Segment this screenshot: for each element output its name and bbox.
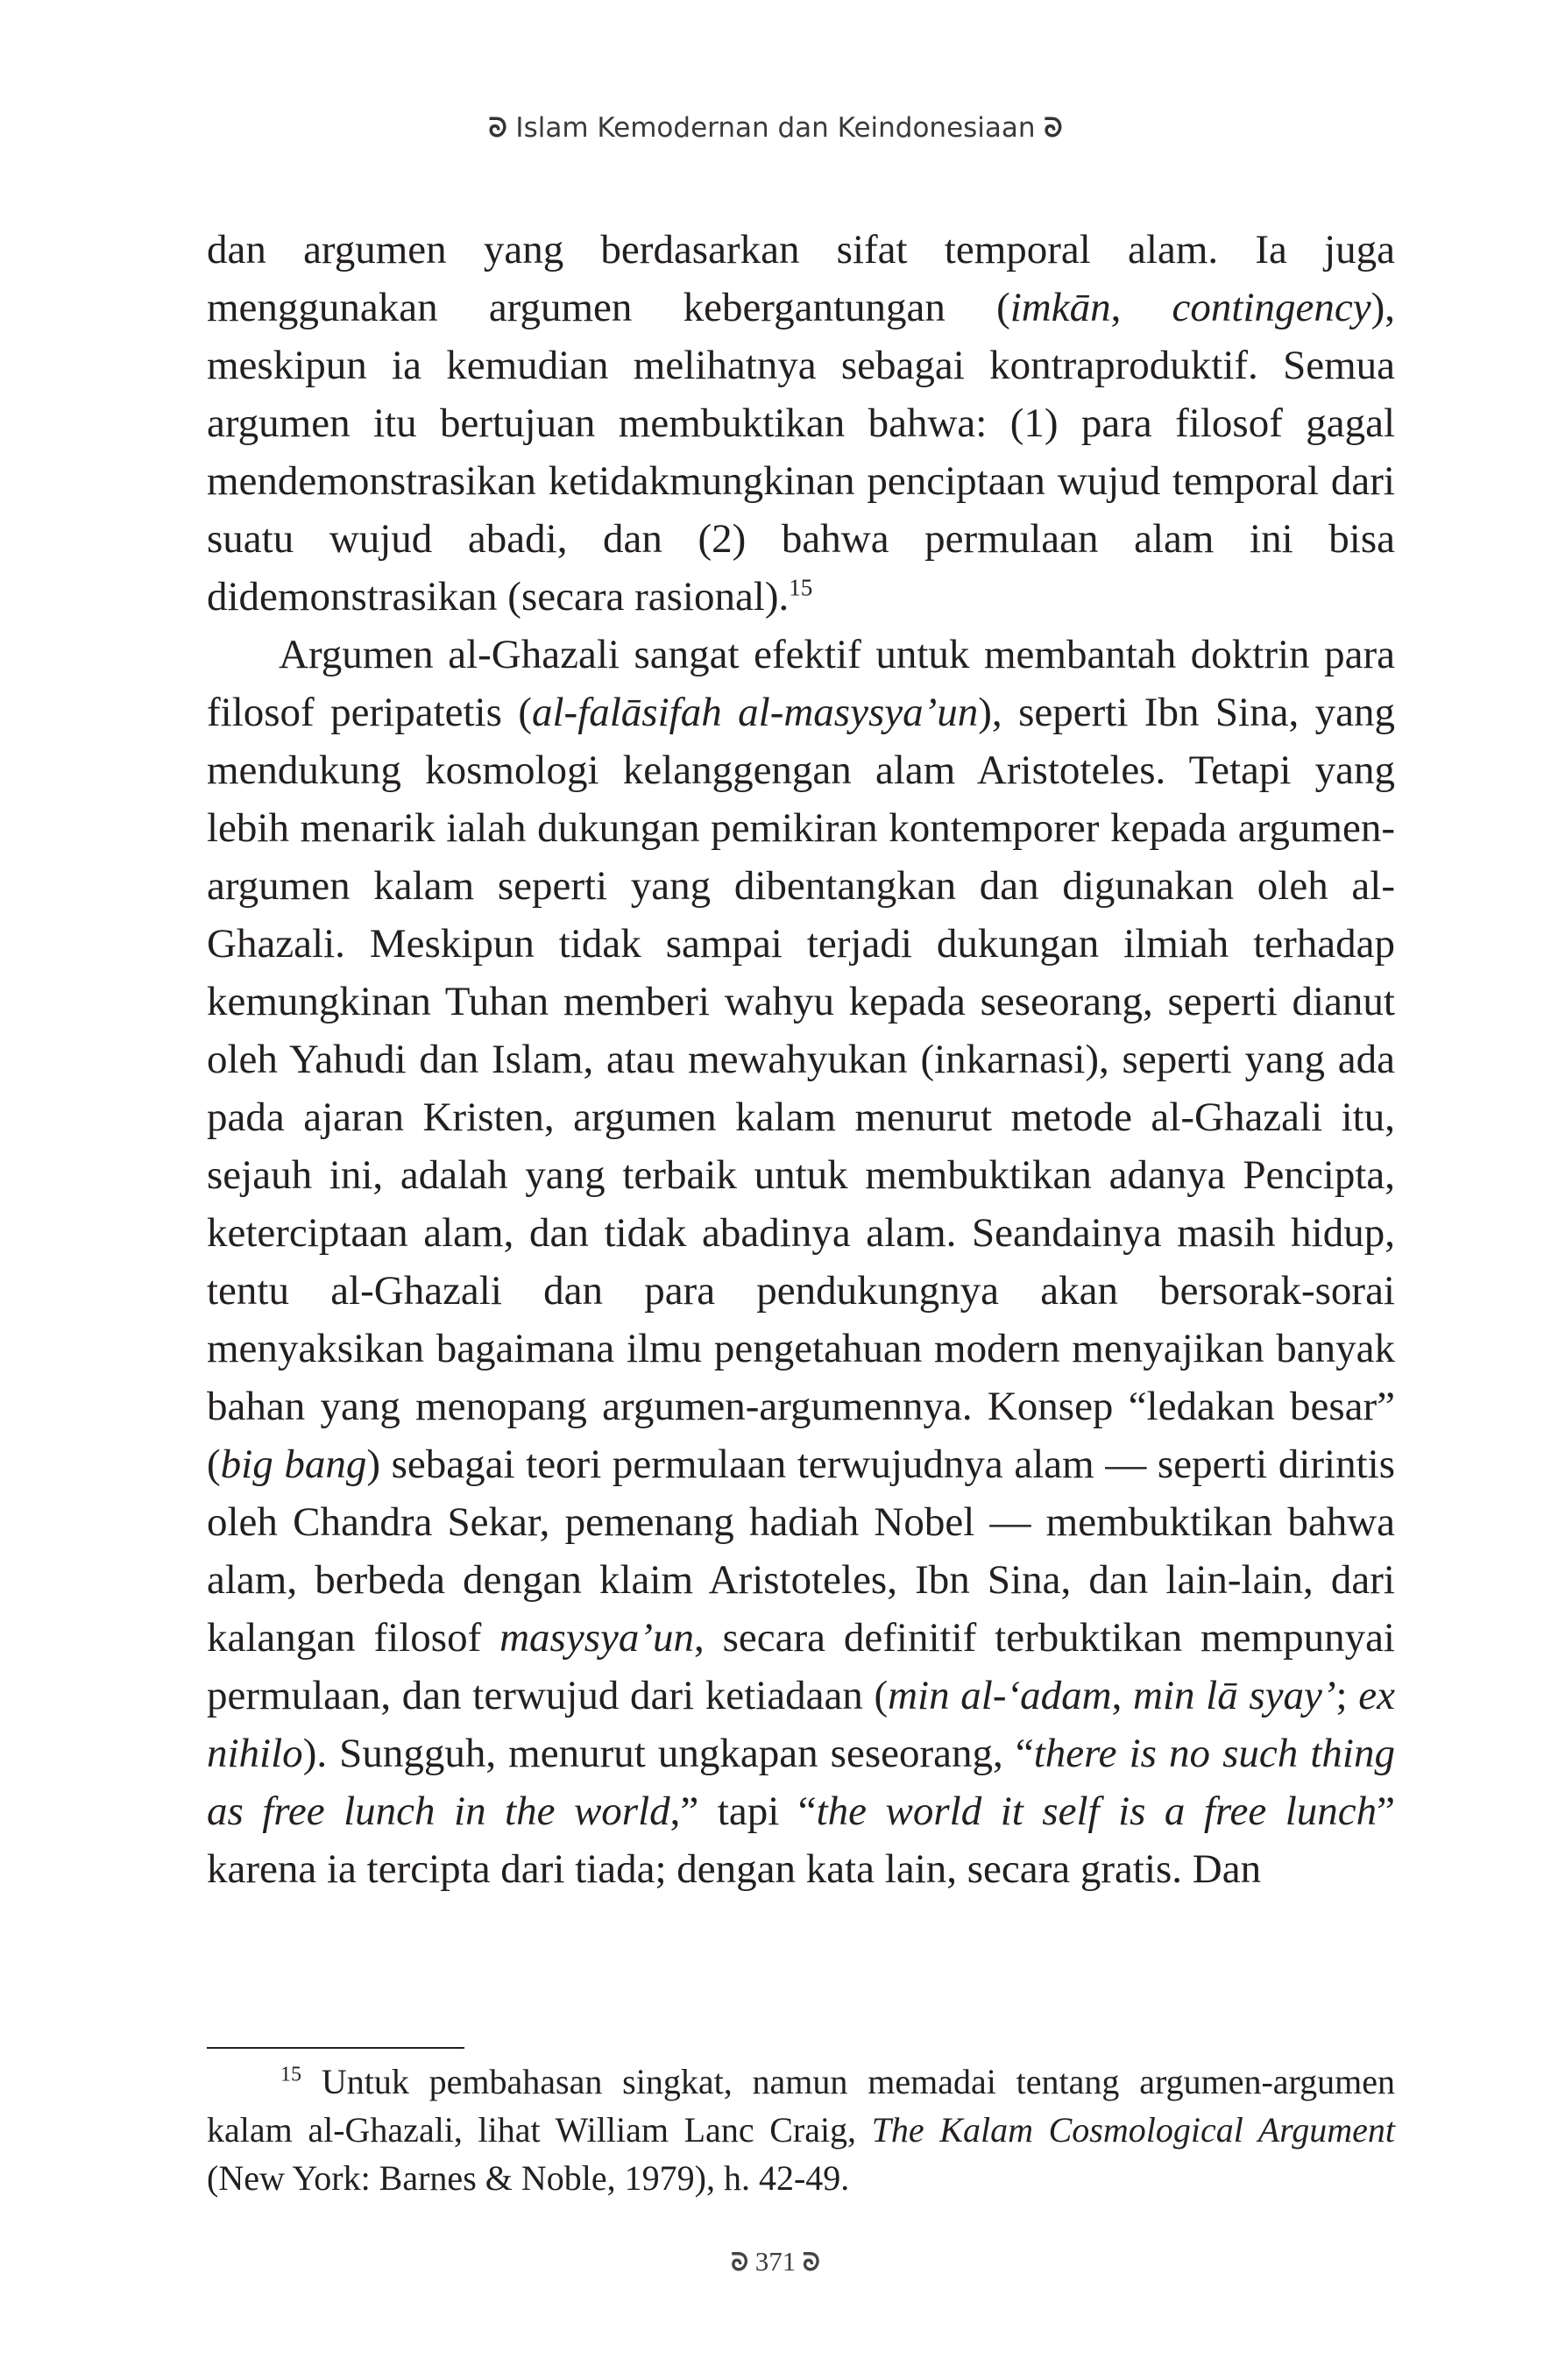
italic-term: masysya’un [499,1615,695,1661]
left-ornament-icon: ᘐ [488,113,507,144]
italic-term: contingency [1172,285,1371,330]
footnote-number: 15 [280,2063,301,2086]
italic-term: min al-‘adam [888,1673,1112,1718]
text-run: dan argumen yang berdasarkan sifat temporal alam. Ia juga menggunakan argumen kebergantungan ( [207,227,1395,330]
text-run: Untuk pembahasan singkat, namun memadai tentang argumen-argumen kalam al-Ghazali, lihat William Lanc Craig, [207,2062,1395,2150]
book-title: The Kalam Cosmological Argument [871,2110,1396,2150]
text-run: ” karena ia tercipta dari tiada; dengan kata lain, secara gratis. Dan [207,1789,1396,1892]
italic-quote: there is no such thing as free lunch in the world [207,1731,1395,1834]
italic-term: al-falāsifah al-masysya’un [531,690,979,735]
italic-term: big bang [220,1441,367,1487]
running-header [0,112,1551,144]
footnote-15 [207,2058,1395,2202]
text-run: (New York: Barnes & Noble, 1979), h. 42-49. [207,2158,850,2198]
text-run: , [1111,1673,1133,1718]
page-number: 371 [754,2246,797,2277]
footnote-separator [207,2047,464,2049]
text-run: ,” tapi “ [669,1789,817,1834]
right-ornament-icon: ᘐ [1044,113,1063,144]
text-run: Argumen al-Ghazali sangat efektif untuk membantah doktrin para filosof peripatetis ( [207,632,1395,735]
paragraph-2 [207,626,1395,1898]
italic-term: ex nihilo [207,1673,1395,1776]
text-run: ; [1335,1673,1359,1718]
page-footer [0,2246,1551,2277]
text-run: ) sebagai teori permulaan terwujudnya alam — seperti dirintis oleh Chandra Sekar, pemenang hadiah Nobel — membuktikan bahwa alam, berbeda dengan klaim Aristoteles, Ibn Sina, dan lain-lain, dari kalangan filosof [207,1441,1395,1661]
italic-quote: the world it self is a free lunch [816,1789,1377,1834]
italic-term: imkān [1009,285,1111,330]
left-ornament-icon: ᘐ [731,2248,748,2277]
running-header-title: Islam Kemodernan dan Keindonesiaan [515,112,1036,144]
body-text [207,221,1395,1898]
text-run: , secara definitif terbuktikan mempunyai permulaan, dan terwujud dari ketiadaan ( [207,1615,1395,1718]
text-run: , [1110,285,1172,330]
paragraph-1 [207,221,1395,626]
text-run: ), meskipun ia kemudian melihatnya sebagai kontraproduktif. Semua argumen itu bertujuan membuktikan bahwa: (1) para filosof gagal mendemonstrasikan ketidakmungkinan penciptaan wujud temporal dari suatu wujud abadi, dan (2) bahwa permulaan alam ini bisa didemonstrasikan (secara rasional). [207,285,1395,620]
text-run: ). Sungguh, menurut ungkapan seseorang, “ [302,1731,1034,1776]
italic-term: min lā syay’ [1133,1673,1336,1718]
text-run: ), seperti Ibn Sina, yang mendukung kosmologi kelanggengan alam Aristoteles. Tetapi yang lebih menarik ialah dukungan pemikiran kontemporer kepada argumen-argumen kalam seperti yang dibentangkan dan digunakan oleh al-Ghazali. Meskipun tidak sampai terjadi dukungan ilmiah terhadap kemungkinan Tuhan memberi wahyu kepada seseorang, seperti dianut oleh Yahudi dan Islam, atau mewahyukan (inkarnasi), seperti yang ada pada ajaran Kristen, argumen kalam menurut metode al-Ghazali itu, sejauh ini, adalah yang terbaik untuk membuktikan adanya Pencipta, keterciptaan alam, dan tidak abadinya alam. Seandainya masih hidup, tentu al-Ghazali dan para pendukungnya akan bersorak-sorai menyaksikan bagaimana ilmu pengetahuan modern menyajikan banyak bahan yang menopang argumen-argumennya. Konsep “ledakan besar” ( [207,690,1395,1487]
right-ornament-icon: ᘐ [803,2248,820,2277]
footnote-reference[interactable]: 15 [789,574,813,601]
